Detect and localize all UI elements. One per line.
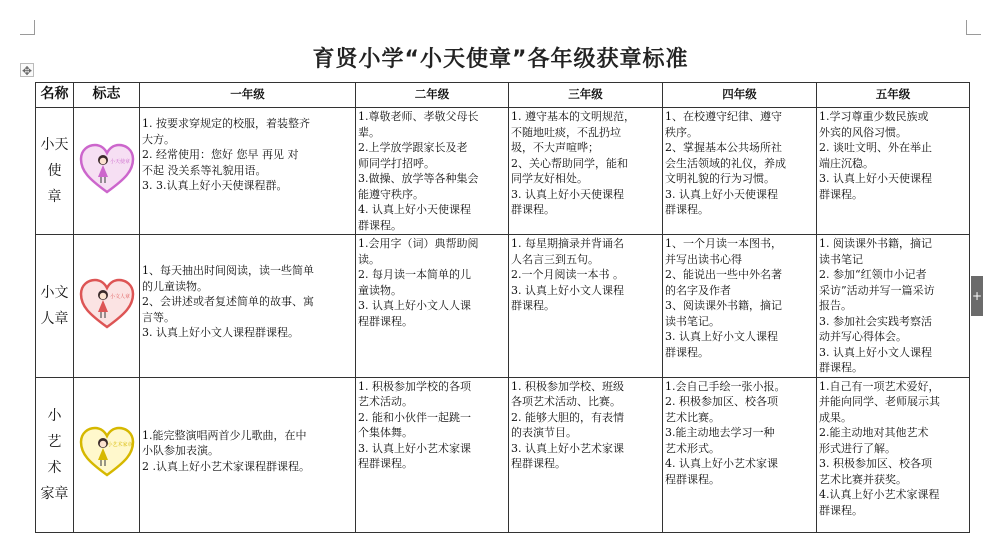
criteria-line: 1.会用字（词）典帮助阅 <box>358 237 479 250</box>
criteria-line: 程群课程。 <box>358 457 413 470</box>
criteria-line: 的名字及作者 <box>665 283 731 297</box>
grade-3-criteria-cell <box>509 377 663 532</box>
badge-heart-icon <box>79 278 135 330</box>
grade-5-criteria-cell <box>817 235 970 378</box>
badge-name-cell <box>36 108 74 235</box>
page-title: 育贤小学“小天使章”各年级获章标准 <box>312 47 689 72</box>
criteria-line: 的表演节目。 <box>511 426 577 439</box>
criteria-line: 4. 认真上好小艺术家课 <box>665 457 778 470</box>
criteria-line: 2. 能和小伙伴一起跳一 <box>358 410 471 424</box>
side-expand-tab[interactable]: + <box>971 276 983 316</box>
criteria-line: 群课程。 <box>665 345 709 359</box>
criteria-line: 3. 认真上好小艺术家课 <box>358 441 471 455</box>
header-grade-3: 三年级 <box>509 83 663 108</box>
criteria-line: 的儿童读物。 <box>142 279 208 293</box>
criteria-line: 群课程。 <box>511 299 555 312</box>
criteria-line: 2、关心帮助同学，能和 <box>511 156 628 170</box>
criteria-line: 2、掌握基本公共场所社 <box>665 141 782 154</box>
criteria-line: 读书笔记。 <box>665 314 720 328</box>
criteria-line: 读书笔记 <box>819 252 863 266</box>
grade-4-criteria-cell <box>663 108 817 235</box>
grade-2-criteria-cell <box>356 108 509 235</box>
criteria-line: 成果。 <box>819 410 852 424</box>
criteria-line: 并写出读书心得 <box>665 252 742 266</box>
criteria-line: 1、每天抽出时间阅读，读一些简单 <box>142 264 314 277</box>
criteria-line: 并能向同学、老师展示其 <box>819 395 940 408</box>
header-grade-5: 五年级 <box>817 83 970 108</box>
criteria-line: 人名言三到五句。 <box>511 252 599 266</box>
criteria-line: 3. 认真上好小天使课程 <box>819 172 932 185</box>
badge-label: 小文人章 <box>109 293 130 300</box>
criteria-line: 师同学打招呼。 <box>358 156 435 170</box>
criteria-line: 2. 能够大胆的，有表情 <box>511 410 624 424</box>
criteria-line: 艺术形式。 <box>665 441 720 455</box>
criteria-line: 3. 认真上好小文人课程 <box>665 330 778 343</box>
criteria-line: 不起 没关系等礼貌用语。 <box>142 163 267 177</box>
criteria-line: 1. 积极参加学校的各项 <box>358 379 471 393</box>
criteria-line: 1.学习尊重少数民族或 <box>819 110 929 123</box>
criteria-line: 3. 认真上好小文人课程 <box>819 345 932 359</box>
table-row <box>36 108 970 235</box>
criteria-line: 1. 阅读课外书籍，摘记 <box>819 237 932 250</box>
table-row <box>36 235 970 378</box>
grade-5-criteria-cell <box>817 108 970 235</box>
criteria-line: 3.做操、放学等各种集会 <box>358 172 479 185</box>
badge-label: 小艺术家章 <box>106 442 133 449</box>
criteria-line: 群课程。 <box>511 203 555 216</box>
criteria-line: 艺术活动。 <box>358 395 413 408</box>
criteria-line: 采访”活动并写一篇采访 <box>819 283 935 297</box>
criteria-line: 圾，不大声喧哗； <box>511 141 599 154</box>
criteria-line: 2. 经常使用：您好 您早 再见 对 <box>142 148 299 161</box>
badge-name-line: 章 <box>47 189 62 205</box>
criteria-line: 2 .认真上好小艺术家课程群课程。 <box>142 459 310 473</box>
criteria-line: 各项艺术活动、比赛。 <box>511 395 621 408</box>
header-grade-1: 一年级 <box>140 83 356 108</box>
criteria-line: 3. 认真上好小文人课程 <box>511 283 624 297</box>
criteria-line: 1. 每星期摘录并背诵名 <box>511 237 624 250</box>
criteria-line: 4. 认真上好小天使课程 <box>358 203 471 216</box>
criteria-line: 端庄沉稳。 <box>819 156 874 170</box>
grade-1-criteria-cell <box>140 377 356 532</box>
badge-name-line: 使 <box>47 163 62 179</box>
criteria-line: 1. 遵守基本的文明规范， <box>511 110 635 123</box>
criteria-line: 1. 积极参加学校、班级 <box>511 379 624 393</box>
grade-3-criteria-cell <box>509 235 663 378</box>
criteria-line: 群课程。 <box>819 503 863 517</box>
criteria-line: 2、能说出一些中外名著 <box>665 268 782 281</box>
criteria-line: 艺术比赛并获奖。 <box>819 472 907 486</box>
criteria-line: 能遵守秩序。 <box>358 187 424 201</box>
criteria-line: 2. 每月读一本简单的儿 <box>358 268 471 281</box>
badge-name-line: 小文 <box>40 284 69 301</box>
badge-name-line: 小 <box>47 407 62 424</box>
header-name: 名称 <box>36 83 74 108</box>
criteria-line: 程群课程。 <box>511 457 566 470</box>
crop-mark-top-left <box>20 20 35 35</box>
criteria-line: 2. 积极参加区、校各项 <box>665 395 778 408</box>
grade-1-criteria-cell <box>140 235 356 378</box>
grade-2-criteria-cell <box>356 377 509 532</box>
criteria-line: 秩序。 <box>665 125 698 139</box>
criteria-line: 同学友好相处。 <box>511 172 588 185</box>
criteria-line: 2.能主动地对其他艺术 <box>819 426 929 439</box>
header-badge: 标志 <box>74 83 140 108</box>
criteria-line: 2. 谈吐文明、外在举止 <box>819 141 932 154</box>
criteria-line: 1、在校遵守纪律、遵守 <box>665 110 782 123</box>
criteria-line: 动并写心得体会。 <box>819 330 907 343</box>
criteria-line: 2. 参加“红领巾小记者 <box>819 268 927 281</box>
badge-standards-table <box>35 82 970 533</box>
criteria-line: 不随地吐痰，不乱扔垃 <box>511 125 621 139</box>
table-header-row <box>36 83 970 108</box>
crop-mark-top-right <box>966 20 981 35</box>
badge-name-cell <box>36 235 74 378</box>
badge-name-line: 小天 <box>40 137 69 153</box>
criteria-line: 程群课程。 <box>665 472 720 486</box>
criteria-line: 3.能主动地去学习一种 <box>665 426 775 439</box>
criteria-line: 1.自己有一项艺术爱好， <box>819 379 940 393</box>
grade-2-criteria-cell <box>356 235 509 378</box>
badge-name-cell <box>36 377 74 532</box>
criteria-line: 2.一个月阅读一本书 。 <box>511 268 624 281</box>
criteria-line: 1. 按要求穿规定的校服，着装整齐 <box>142 117 310 130</box>
criteria-line: 3. 积极参加区、校各项 <box>819 457 932 470</box>
badge-label: 小天使章 <box>109 158 130 165</box>
header-grade-4: 四年级 <box>663 83 817 108</box>
badge-logo-cell <box>74 235 140 378</box>
criteria-line: 3. 认真上好小文人人课 <box>358 299 471 312</box>
criteria-line: 3、阅读课外书籍，摘记 <box>665 299 782 312</box>
criteria-line: 文明礼貌的行为习惯。 <box>665 172 775 185</box>
badge-heart-icon <box>79 426 135 478</box>
criteria-line: 言等。 <box>142 310 175 324</box>
badge-logo-cell <box>74 377 140 532</box>
table-move-handle-icon[interactable]: ✥ <box>21 64 33 78</box>
grade-4-criteria-cell <box>663 235 817 378</box>
criteria-line: 3. 认真上好小天使课程 <box>511 187 624 201</box>
criteria-line: 小队参加表演。 <box>142 444 219 457</box>
criteria-line: 报告。 <box>819 299 852 312</box>
criteria-line: 群课程。 <box>819 361 863 374</box>
criteria-line: 3. 认真上好小天使课程 <box>665 187 778 201</box>
criteria-line: 3. 认真上好小文人课程群课程。 <box>142 326 299 339</box>
criteria-line: 外宾的风俗习惯。 <box>819 125 907 139</box>
criteria-line: 1.尊敬老师、孝敬父母长 <box>358 110 479 123</box>
criteria-line: 3. 认真上好小艺术家课 <box>511 441 624 455</box>
grade-3-criteria-cell <box>509 108 663 235</box>
grade-5-criteria-cell <box>817 377 970 532</box>
criteria-line: 1.能完整演唱两首少儿歌曲，在中 <box>142 428 307 442</box>
criteria-line: 大方。 <box>142 132 175 146</box>
criteria-line: 群课程。 <box>819 187 863 201</box>
criteria-line: 2.上学放学跟家长及老 <box>358 141 468 154</box>
criteria-line: 辈。 <box>358 125 380 139</box>
criteria-line: 4.认真上好小艺术家课程 <box>819 488 940 501</box>
badge-heart-icon <box>79 143 135 195</box>
header-grade-2: 二年级 <box>356 83 509 108</box>
criteria-line: 1、一个月读一本图书， <box>665 237 782 250</box>
grade-1-criteria-cell <box>140 108 356 235</box>
badge-name-line: 家章 <box>40 485 69 502</box>
criteria-line: 形式进行了解。 <box>819 441 896 455</box>
badge-name-line: 艺 术 <box>47 433 62 476</box>
criteria-line: 2、会讲述或者复述简单的故事、寓 <box>142 295 314 308</box>
badge-name-line: 人章 <box>40 310 69 327</box>
criteria-line: 会生活领域的礼仪，养成 <box>665 156 786 170</box>
criteria-line: 读。 <box>358 252 380 266</box>
criteria-line: 程群课程。 <box>358 314 413 328</box>
criteria-line: 3. 参加社会实践考察活 <box>819 314 932 328</box>
criteria-line: 艺术比赛。 <box>665 410 720 424</box>
criteria-line: 个集体舞。 <box>358 426 413 439</box>
criteria-line: 群课程。 <box>358 218 402 232</box>
criteria-line: 1.会自己手绘一张小报。 <box>665 379 786 393</box>
table-row <box>36 377 970 532</box>
criteria-line: 3. 3.认真上好小天使课程群。 <box>142 179 288 192</box>
grade-4-criteria-cell <box>663 377 817 532</box>
criteria-line: 群课程。 <box>665 203 709 216</box>
badge-logo-cell <box>74 108 140 235</box>
criteria-line: 童读物。 <box>358 283 402 297</box>
